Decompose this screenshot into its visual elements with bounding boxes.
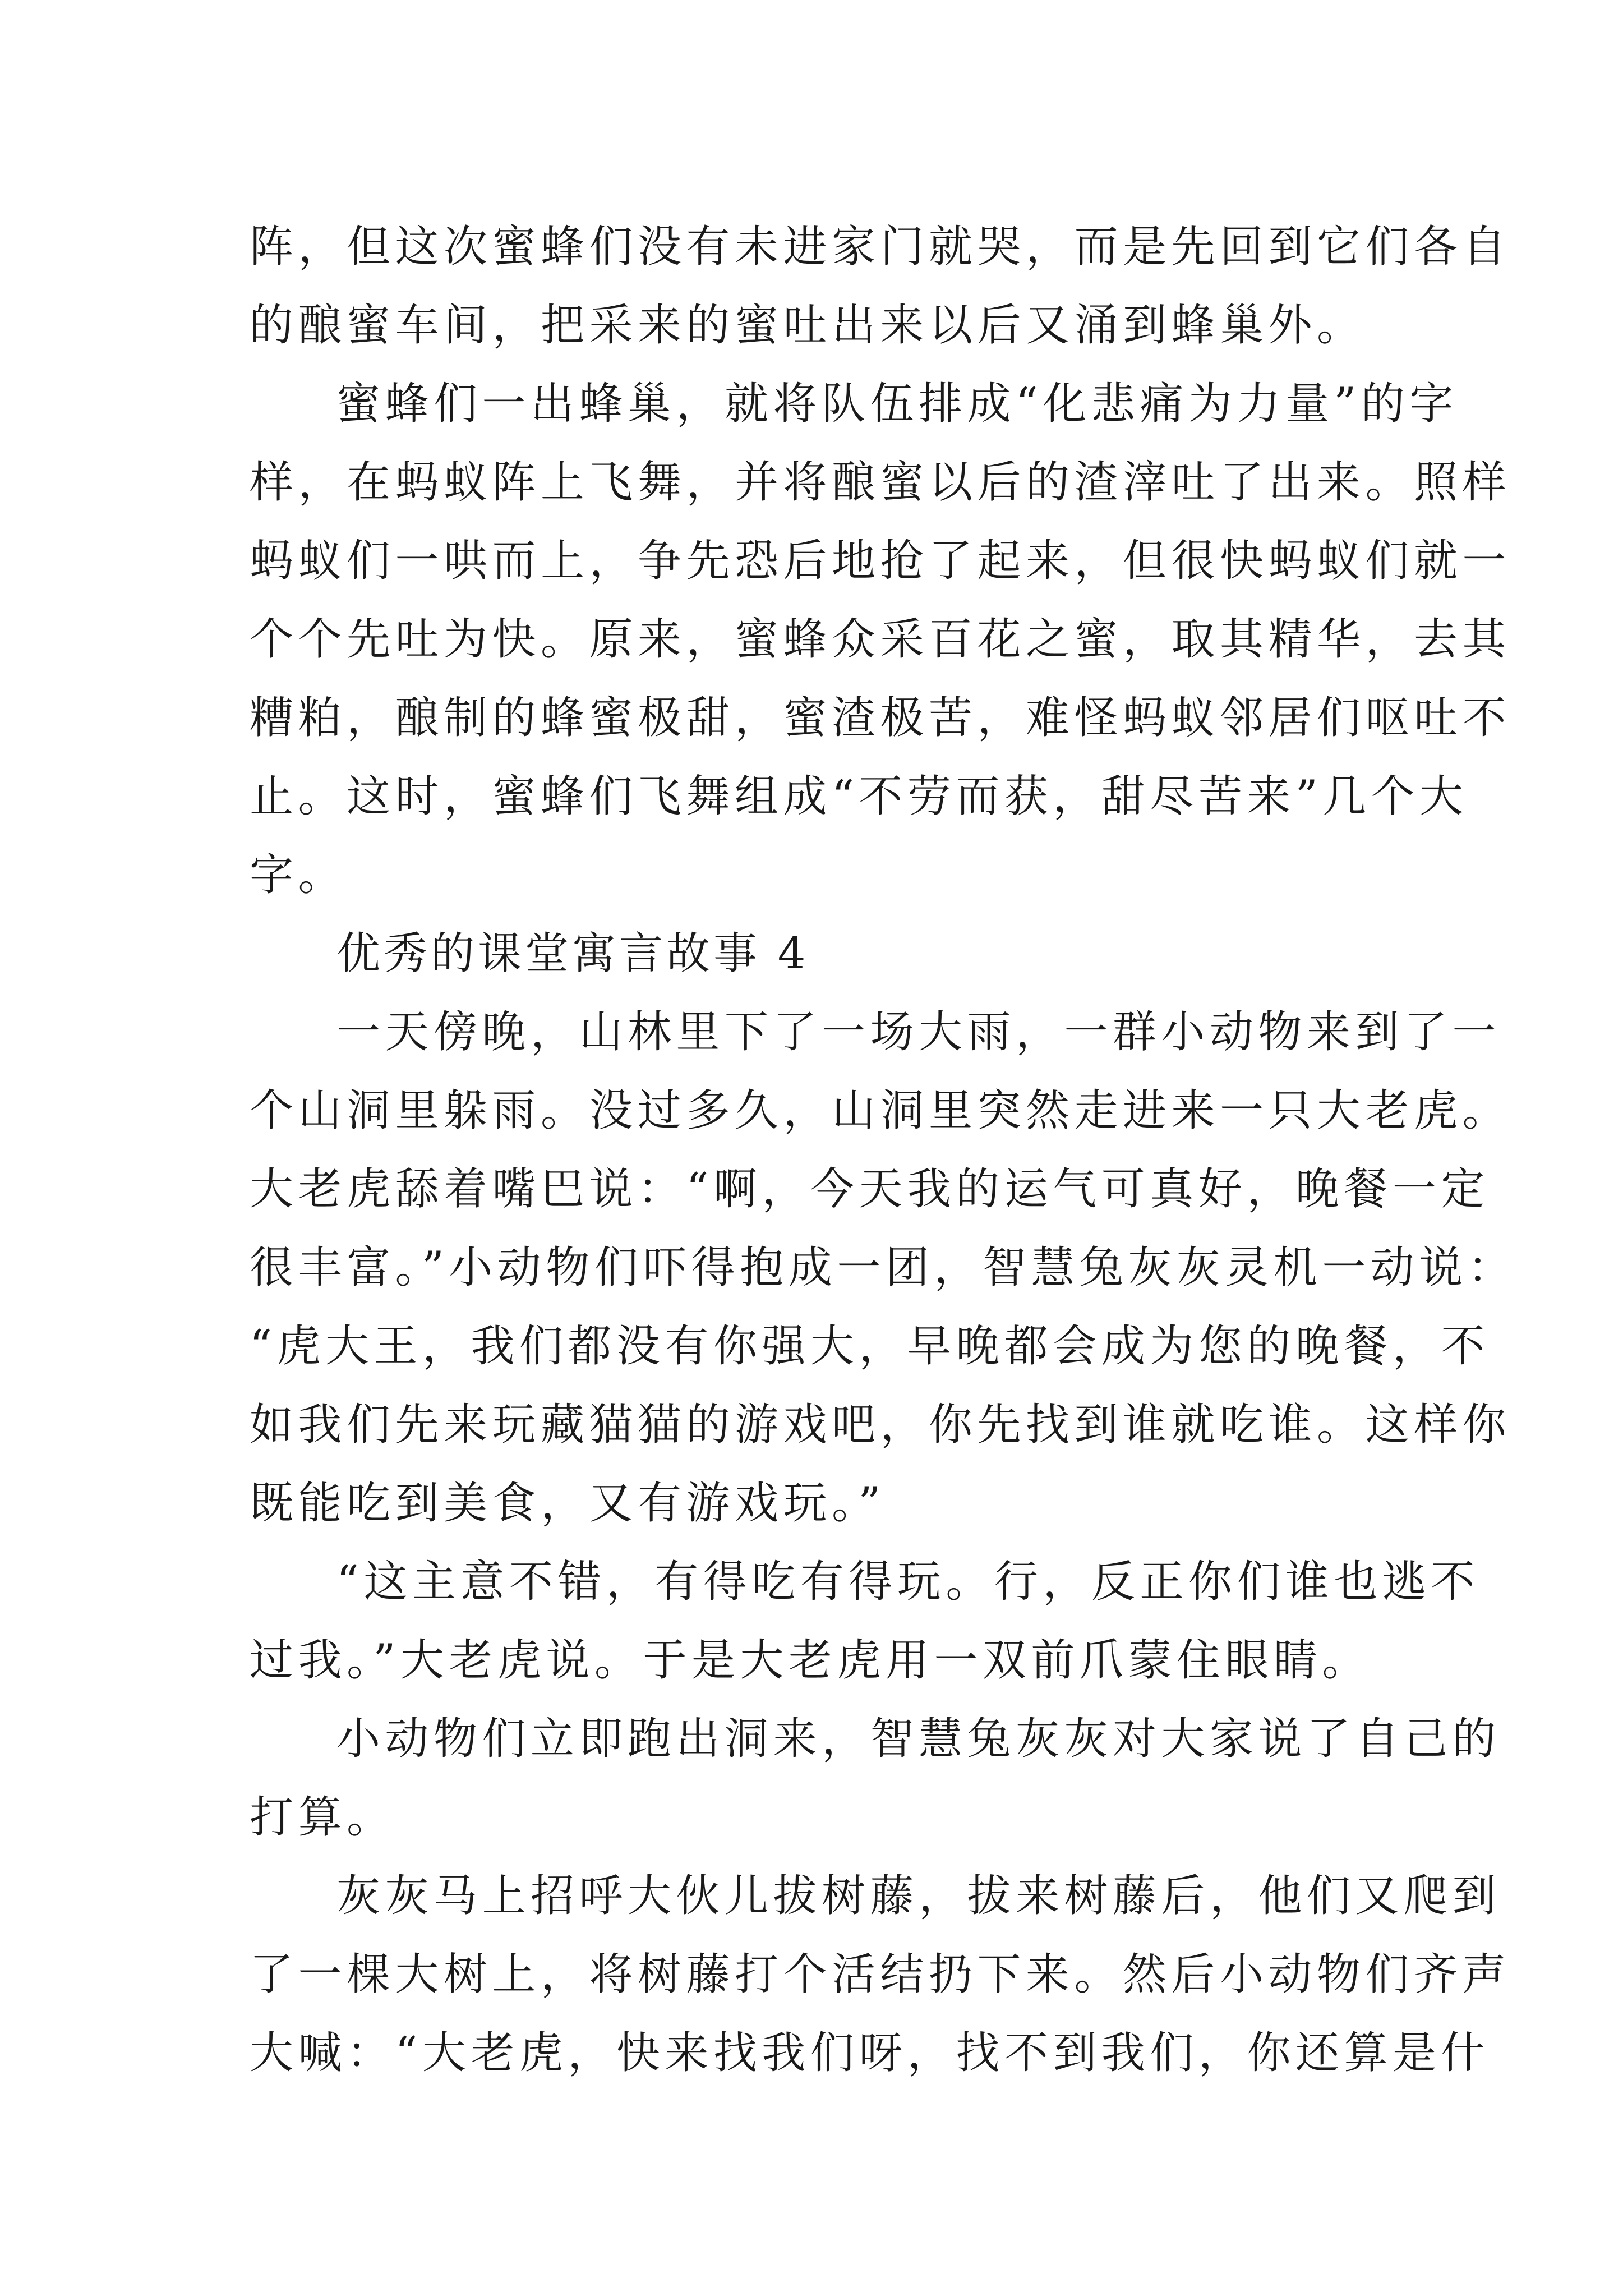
text-line: 过我。”大老虎说。于是大老虎用一双前爪蒙住眼睛。 [250, 1635, 1371, 1686]
text-line: 蚂蚁们一哄而上，争先恐后地抢了起来，但很快蚂蚁们就一 [250, 536, 1511, 586]
text-line: 既能吃到美食，又有游戏玩。” [250, 1478, 886, 1529]
text-line: 个山洞里躲雨。没过多久，山洞里突然走进来一只大老虎。 [250, 1085, 1511, 1136]
text-line: 的酿蜜车间，把采来的蜜吐出来以后又涌到蜂巢外。 [250, 300, 1366, 351]
text-line: “虎大王，我们都没有你强大，早晚都会成为您的晚餐，不 [250, 1321, 1490, 1372]
text-line: 大喊：“大老虎，快来找我们呀，找不到我们，你还算是什 [250, 2028, 1490, 2078]
paragraph-first-line: 蜜蜂们一出蜂巢，就将队伍排成“化悲痛为力量”的字 [336, 379, 1458, 429]
text-line: 了一棵大树上，将树藤打个活结扔下来。然后小动物们齐声 [250, 1949, 1511, 2000]
text-line: 字。 [250, 850, 347, 900]
text-line: 样，在蚂蚁阵上飞舞，并将酿蜜以后的渣滓吐了出来。照样 [250, 457, 1511, 508]
text-line: 很丰富。”小动物们吓得抱成一团，智慧兔灰灰灵机一动说： [250, 1243, 1516, 1293]
text-line: 大老虎舔着嘴巴说：“啊，今天我的运气可真好，晚餐一定 [250, 1164, 1490, 1214]
text-line: 止。这时，蜜蜂们飞舞组成“不劳而获，甜尽苦来”几个大 [250, 771, 1468, 822]
text-line: 阵，但这次蜜蜂们没有未进家门就哭，而是先回到它们各自 [250, 222, 1511, 272]
paragraph-first-line: 灰灰马上招呼大伙儿拔树藤，拔来树藤后，他们又爬到 [336, 1871, 1501, 1921]
text-line: 打算。 [250, 1792, 395, 1843]
text-line: 个个先吐为快。原来，蜜蜂众采百花之蜜，取其精华，去其 [250, 614, 1511, 665]
paragraph-first-line: 小动物们立即跑出洞来，智慧兔灰灰对大家说了自己的 [336, 1714, 1501, 1764]
paragraph-first-line: “这主意不错，有得吃有得玩。行，反正你们谁也逃不 [336, 1557, 1479, 1607]
paragraph-first-line: 一天傍晚，山林里下了一场大雨，一群小动物来到了一 [336, 1007, 1501, 1057]
text-line: 糟粕，酿制的蜂蜜极甜，蜜渣极苦，难怪蚂蚁邻居们呕吐不 [250, 693, 1511, 743]
section-heading: 优秀的课堂寓言故事 4 [336, 928, 809, 979]
text-line: 如我们先来玩藏猫猫的游戏吧，你先找到谁就吃谁。这样你 [250, 1400, 1511, 1450]
